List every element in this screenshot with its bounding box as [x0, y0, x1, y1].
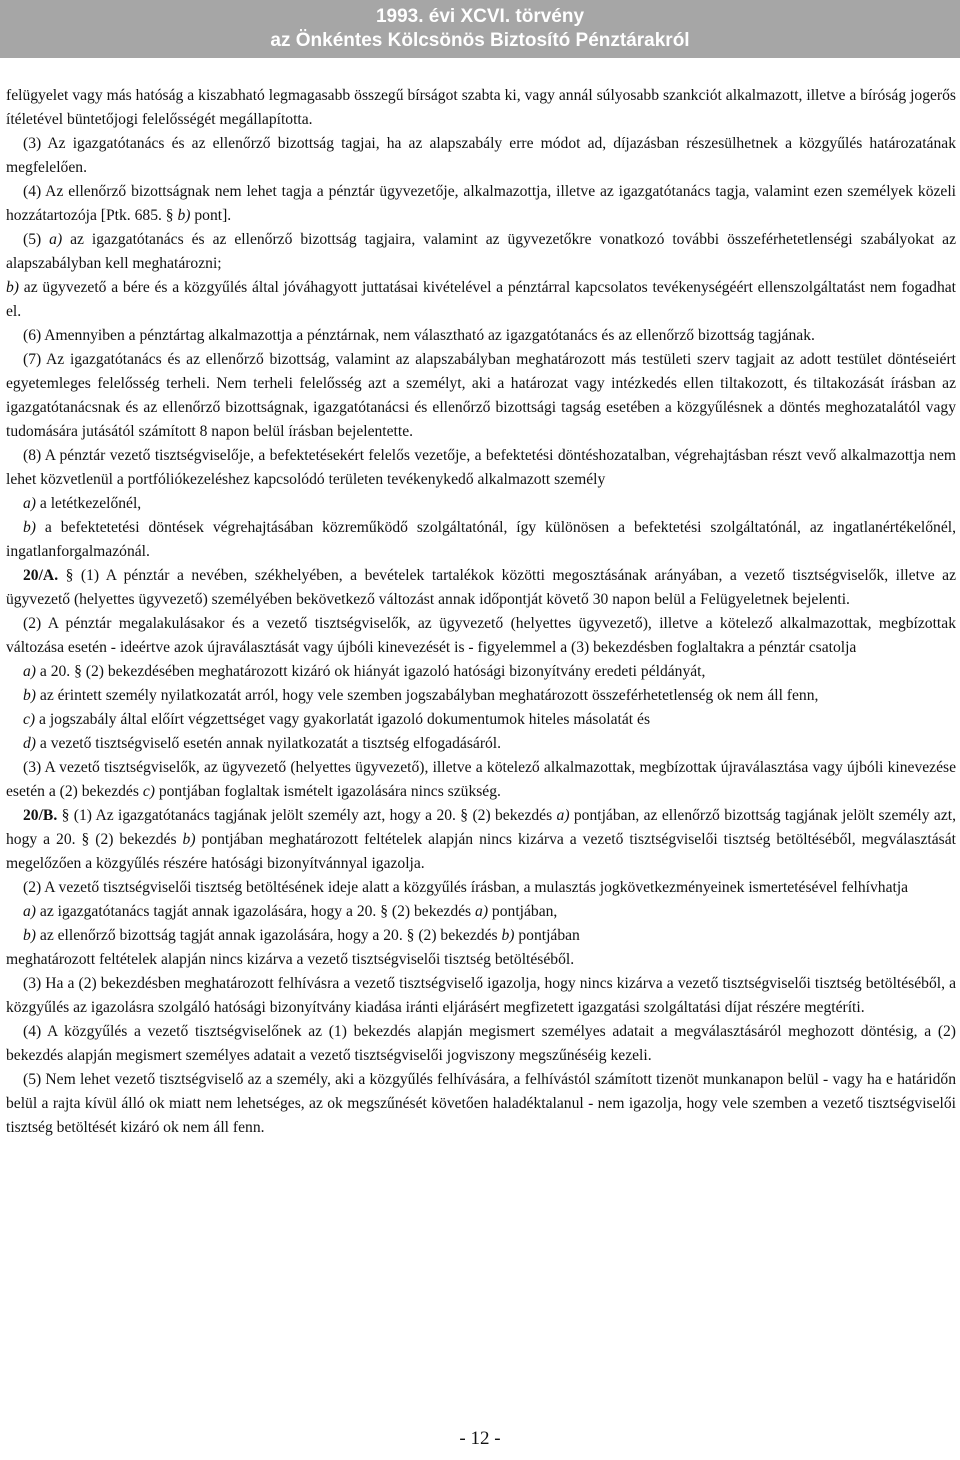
paragraph: (4) A közgyűlés a vezető tisztségviselőnek az (1) bekezdés alapján megismert személyes adatait a megválasztásáról meghozott döntésig, a (2) bekezdés alapján megismert személyes adatait a vezető tisztségviselői jogviszony megszűnéséig kezeli. — [6, 1023, 956, 1064]
page-number: - 12 - — [459, 1428, 501, 1449]
paragraph: a) az igazgatótanács tagját annak igazolására, hogy a 20. § (2) bekezdés a) pontjában, — [23, 903, 558, 920]
paragraph: (3) A vezető tisztségviselők, az ügyvezető (helyettes ügyvezető), illetve a kötelező alkalmazottak, megbízottak újraválasztása vagy újbóli kinevezése esetén a (2) bekezdés c) pontjában foglaltak ismételt igazolására nincs szükség. — [6, 759, 956, 800]
paragraph: 20/A. § (1) A pénztár a nevében, székhelyében, a bevételek tartalékok közötti megosztásának arányában, a vezető tisztségviselők, illetve az ügyvezető (helyettes ügyvezető) személyében bekövetkező változást annak időpontját követő 30 napon belül a Felügyeletnek bejelenti. — [6, 567, 956, 608]
paragraph: (5) a) az igazgatótanács és az ellenőrző bizottság tagjaira, valamint az ügyvezetőkre vonatkozó további összeférhetetlenségi szabályokat az alapszabályban kell meghatározni; — [6, 231, 956, 272]
paragraph: b) az érintett személy nyilatkozatát arról, hogy vele szemben jogszabályban meghatározott összeférhetetlenség ok nem áll fenn, — [23, 687, 819, 704]
paragraph: c) a jogszabály által előírt végzettséget vagy gyakorlatát igazoló dokumentumok hiteles másolatát és — [23, 711, 651, 728]
document-body — [6, 84, 956, 1140]
paragraph: (2) A pénztár megalakulásakor és a vezető tisztségviselők, az ügyvezető (helyettes ügyvezető), illetve a kötelező alkalmazottak, megbízottak változása esetén - ideértve azok újraválasztását vagy újbóli kinevezését is - figyelemmel a (3) bekezdésben foglaltakra a pénztár csatolja — [6, 615, 956, 656]
paragraph: (4) Az ellenőrző bizottságnak nem lehet tagja a pénztár ügyvezetője, alkalmazottja, illetve az igazgatótanács tagja, valamint ezen személyek közeli hozzátartozója [Ptk. 685. § b) pont]. — [6, 183, 956, 224]
paragraph: (3) Ha a (2) bekezdésben meghatározott felhívásra a vezető tisztségviselő igazolja, hogy nincs kizárva a vezető tisztségviselői tisztség betöltéséből, a közgyűlés az igazolásra szolgáló hatósági bizonyítvány kiadása iránti eljárásért megfizetett igazgatási szolgáltatási díjat részére megtéríti. — [6, 975, 956, 1016]
header-subtitle: az Önkéntes Kölcsönös Biztosító Pénztárakról — [270, 30, 690, 51]
paragraph: 20/B. § (1) Az igazgatótanács tagjának jelölt személy azt, hogy a 20. § (2) bekezdés a) pontjában, az ellenőrző bizottság tagjának jelölt személy azt, hogy a 20. § (2) bekezdés b) pontjában meghatározott feltételek alapján nincs kizárva a vezető tisztségviselői tisztség betöltéséből, megválasztását megelőzően a közgyűlés részére hatósági bizonyítvánnyal igazolja. — [6, 807, 956, 872]
paragraph: (7) Az igazgatótanács és az ellenőrző bizottság, valamint az alapszabályban meghatározott más testületi szerv tagjait az adott testület döntéseiért egyetemleges felelősség terheli. Nem terheli felelősség azt a személyt, aki a határozat vagy intézkedés ellen tiltakozott, és tiltakozását írásban az igazgatótanácsnak és az ellenőrző bizottságnak, igazgatótanácsi és ellenőrző bizottsági tagság esetében a közgyűlésnek a döntés meghozatalától vagy tudomására jutásától számított 8 napon belül írásban bejelentette. — [6, 351, 956, 440]
paragraph: (8) A pénztár vezető tisztségviselője, a befektetésekért felelős vezetője, a befektetési döntéshozatalban, végrehajtásban részt vevő alkalmazottja nem lehet közvetlenül a portfóliókezeléshez kapcsolódó területen tevékenykedő alkalmazott személy — [6, 447, 956, 488]
paragraph: b) a befektetetési döntések végrehajtásában közreműködő szolgáltatónál, így különösen a befektetési szolgáltatónál, az ingatlanértékelőnél, ingatlanforgalmazónál. — [6, 519, 956, 560]
paragraph: meghatározott feltételek alapján nincs kizárva a vezető tisztségviselői tisztség betöltéséből. — [6, 951, 575, 968]
paragraph: a) a 20. § (2) bekezdésében meghatározott kizáró ok hiányát igazoló hatósági bizonyítvány eredeti példányát, — [23, 663, 706, 680]
paragraph: (6) Amennyiben a pénztártag alkalmazottja a pénztárnak, nem választható az igazgatótanács és az ellenőrző bizottság tagjának. — [23, 327, 815, 344]
paragraph: felügyelet vagy más hatóság a kiszabható legmagasabb összegű bírságot szabta ki, vagy annál súlyosabb szankciót alkalmazott, illetve a bíróság jogerős ítéletével büntetőjogi felelősségét megállapította. — [6, 87, 956, 128]
header-banner — [0, 0, 960, 58]
paragraph: (5) Nem lehet vezető tisztségviselő az a személy, aki a közgyűlés felhívására, a felhívástól számított tizenöt munkanapon belül - vagy ha e határidőn belül a rajta kívül álló ok miatt nem lehetséges, az ok megszűnését követően haladéktalanul - nem igazolja, hogy vele szemben a vezető tisztségviselői tisztség betöltését kizáró ok nem áll fenn. — [6, 1071, 956, 1136]
paragraph: b) az ellenőrző bizottság tagját annak igazolására, hogy a 20. § (2) bekezdés b) pontjában — [23, 927, 580, 944]
paragraph: b) az ügyvezető a bére és a közgyűlés által jóváhagyott juttatásai kivételével a pénztárral kapcsolatos tevékenységéért ellenszolgáltatást nem fogadhat el. — [6, 279, 956, 320]
paragraph: (3) Az igazgatótanács és az ellenőrző bizottság tagjai, ha az alapszabály erre módot ad, díjazásban részesülhetnek a közgyűlés határozatának megfelelően. — [6, 135, 956, 176]
paragraph: d) a vezető tisztségviselő esetén annak nyilatkozatát a tisztség elfogadásáról. — [23, 735, 502, 752]
paragraph: (2) A vezető tisztségviselői tisztség betöltésének ideje alatt a közgyűlés írásban, a mulasztás jogkövetkezményeinek ismertetésével felhívhatja — [23, 879, 909, 896]
header-title: 1993. évi XCVI. törvény — [375, 6, 585, 27]
paragraph: a) a letétkezelőnél, — [23, 495, 142, 512]
